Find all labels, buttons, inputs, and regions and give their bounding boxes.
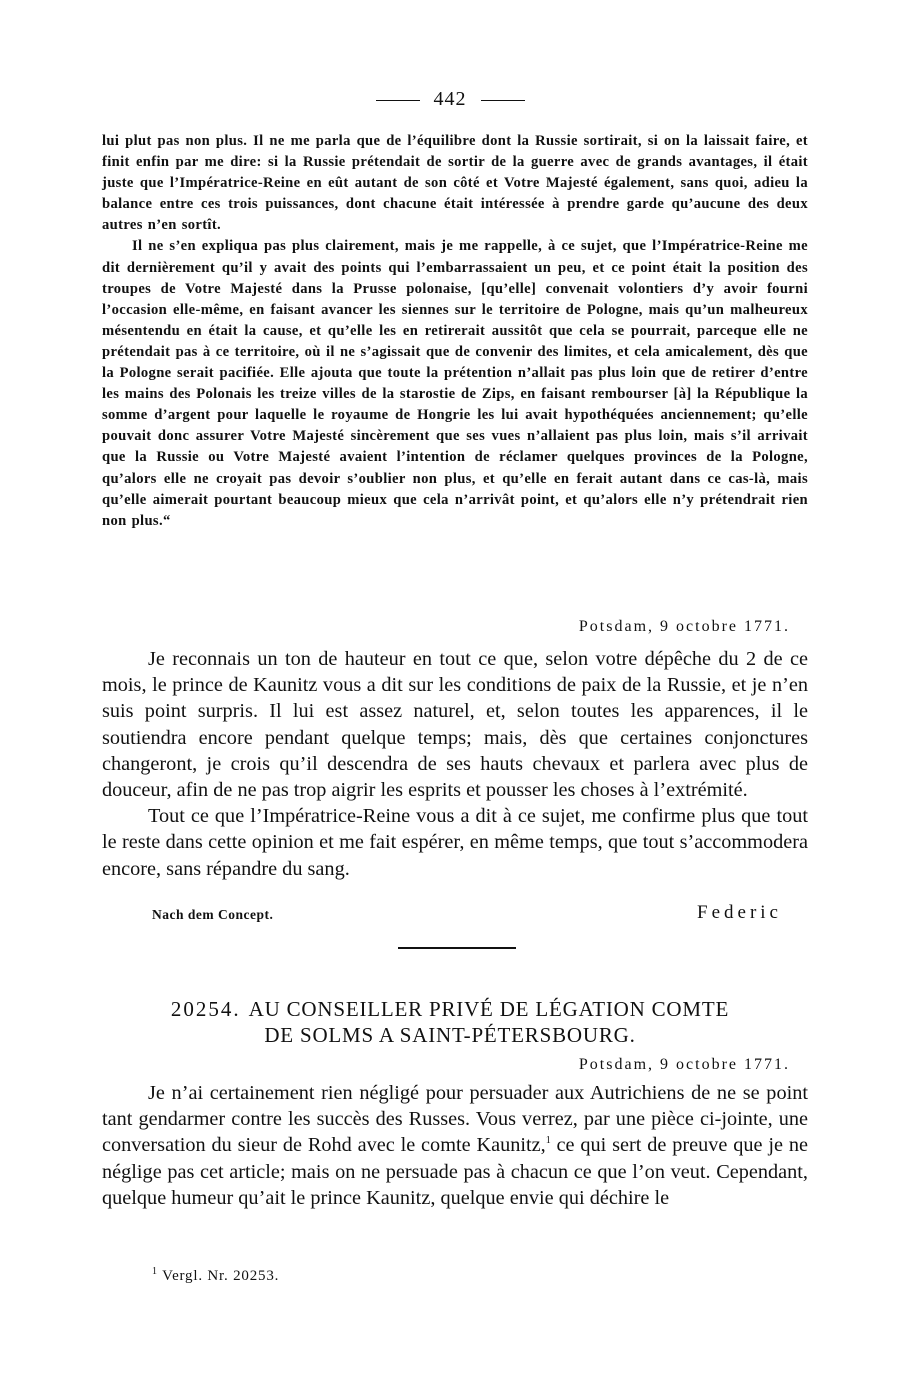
date-line-first: Potsdam, 9 octobre 1771. — [578, 618, 790, 635]
heading-recipient-line1: AU CONSEILLER PRIVÉ DE LÉGATION COMTE — [248, 997, 730, 1021]
second-letter-body — [102, 1080, 808, 1211]
footnote-text: Vergl. Nr. 20253. — [162, 1268, 280, 1284]
second-letter-paragraph — [102, 1080, 808, 1211]
letter-text-before-note: Je n’ai certainement rien négligé pour persuader aux Autrichiens de ne se point tant gendarmer contre les succès des Russes. Vous verrez, par une pièce ci-jointe, une conversation du sieur de Rohd avec le comte Kaunitz, — [102, 1082, 808, 1157]
quote-paragraph-2: Il ne s’en expliqua pas plus clairement, mais je me rappelle, à ce sujet, que l’Impératrice-Reine me dit dernièrement qu’il y avait des points qui l’embarrassaient un peu, et ce point était la position des troupes de Votre Majesté dans la Prusse polonaise, [qu’elle] convenait volontiers d’y avoir fourni l’occasion elle-même, en faisant avancer les siennes sur le territoire de Pologne, mais qu’un malheureux mésentendu en était la cause, et qu’elle les en retirerait aussitôt que cela se pourrait, parceque elle ne prétendait pas à ce territoire, où il ne s’agissait que de convenir des limites, et cela amicalement, dès que la Pologne serait pacifiée. Elle ajouta que toute la prétention n’allait pas plus loin que de retirer d’entre les mains des Polonais les treize villes de la starostie de Zips, en faisant rembourser [à] la République la somme d’argent pour laquelle le royaume de Hongrie les lui avait hypothéquées anciennement; qu’elle pouvait donc assurer Votre Majesté sincèrement que ses vues n’allaient pas plus loin, mais s’il arrivait que la Russie ou Votre Majesté avaient l’intention de réclamer quelques provinces de la Pologne, qu’alors elle ne croyait pas devoir s’oublier non plus, et qu’elle en ferait autant dans ce cas-là, mais qu’elle aimerait pourtant beaucoup mieux que cela n’arrivât point, et qu’alors elle n’y prétendrait rien non plus.“ — [102, 238, 808, 529]
signature: Federic — [697, 902, 782, 923]
letter-heading — [100, 996, 800, 1048]
quoted-report — [102, 131, 808, 532]
footnote-reference[interactable]: 1 — [545, 1135, 551, 1147]
main-paragraph-2: Tout ce que l’Impératrice-Reine vous a dit à ce sujet, me confirme plus que tout le reste dans cette opinion et me fait espérer, en même temps, que tout s’accommodera encore, sans répandre du sang. — [102, 805, 808, 880]
letter-number: 20254. — [170, 997, 241, 1021]
letter-text-after-note: ce qui sert de preuve que je ne néglige pas cet article; mais on ne persuade pas à chacun ce que l’on veut. Cependant, quelque humeur qu’ait le prince Kaunitz, quelque envie qui déchire le — [102, 1134, 808, 1209]
source-note: Nach dem Concept. — [152, 907, 274, 922]
quote-paragraph-1: lui plut pas non plus. Il ne me parla que de l’équilibre dont la Russie sortirait, si on la laissait faire, et finit enfin par me dire: si la Russie prétendait de sortir de la guerre avec de grands avantages, il était juste que l’Impératrice-Reine en eût autant de son côté et Votre Majesté également, sans quoi, adieu la balance entre ces trois puissances, dont chacune était intéressée à prendre garde qu’aucune des deux autres n’en sortît. — [102, 133, 808, 234]
section-divider — [398, 947, 516, 949]
footnote-marker: 1 — [152, 1266, 158, 1277]
page-number-text: 442 — [433, 88, 467, 110]
main-letter-body — [102, 646, 808, 882]
heading-recipient-line2: DE SOLMS A SAINT-PÉTERSBOURG. — [264, 1023, 636, 1047]
main-paragraph-1: Je reconnais un ton de hauteur en tout ce que, selon votre dépêche du 2 de ce mois, le prince de Kaunitz vous a dit sur les conditions de paix de la Russie, et je n’en suis point surpris. Il lui est assez naturel, et, selon toutes les apparences, il le soutiendra encore pendant quelque temps; mais, dès que certaines conjonctures changeront, je crois qu’il descendra de ses hauts chevaux et parlera avec plus de douceur, afin de ne pas trop aigrir les esprits et pousser les choses à l’extrémité. — [102, 648, 808, 802]
page-number-dash-left — [376, 100, 420, 101]
page-number-dash-right — [481, 100, 525, 101]
date-line-second: Potsdam, 9 octobre 1771. — [578, 1056, 790, 1073]
footnote — [152, 1268, 279, 1285]
page-number — [0, 88, 900, 111]
heading-line-1 — [100, 996, 800, 1022]
